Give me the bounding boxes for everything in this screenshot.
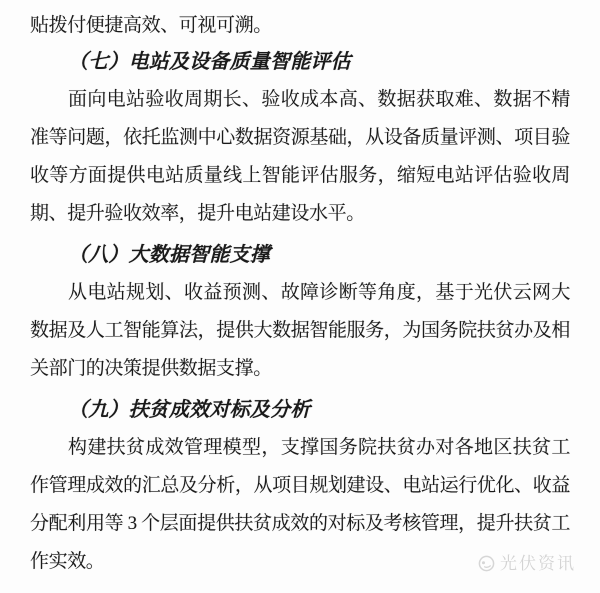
- section-body-7: 面向电站验收周期长、验收成本高、数据获取难、数据不精准等问题，依托监测中心数据资源基础，从设备质量评测、项目验收等方面提供电站质量线上智能评估服务，缩短电站评估验收周期、提升验收效率，提升电站建设水平。: [30, 89, 570, 224]
- section-heading-9: （九）扶贫成效对标及分析: [68, 399, 311, 421]
- section-heading-7: （七）电站及设备质量智能评估: [68, 51, 351, 73]
- watermark: [478, 555, 576, 572]
- publisher-logo-icon: [478, 555, 495, 572]
- watermark-label: 光伏资讯: [500, 554, 576, 573]
- paragraph-continuation: 贴拨付便捷高效、可视可溯。: [30, 15, 272, 36]
- section-body-9: 构建扶贫成效管理模型，支撑国务院扶贫办对各地区扶贫工作管理成效的汇总及分析，从项目规划建设、电站运行优化、收益分配利用等 3 个层面提供扶贫成效的对标及考核管理，提升扶贫工作实效。: [30, 437, 570, 572]
- section-body-8: 从电站规划、收益预测、故障诊断等角度，基于光伏云网大数据及人工智能算法，提供大数据智能服务，为国务院扶贫办及相关部门的决策提供数据支撑。: [30, 282, 570, 379]
- section-heading-8: （八）大数据智能支撑: [68, 244, 270, 266]
